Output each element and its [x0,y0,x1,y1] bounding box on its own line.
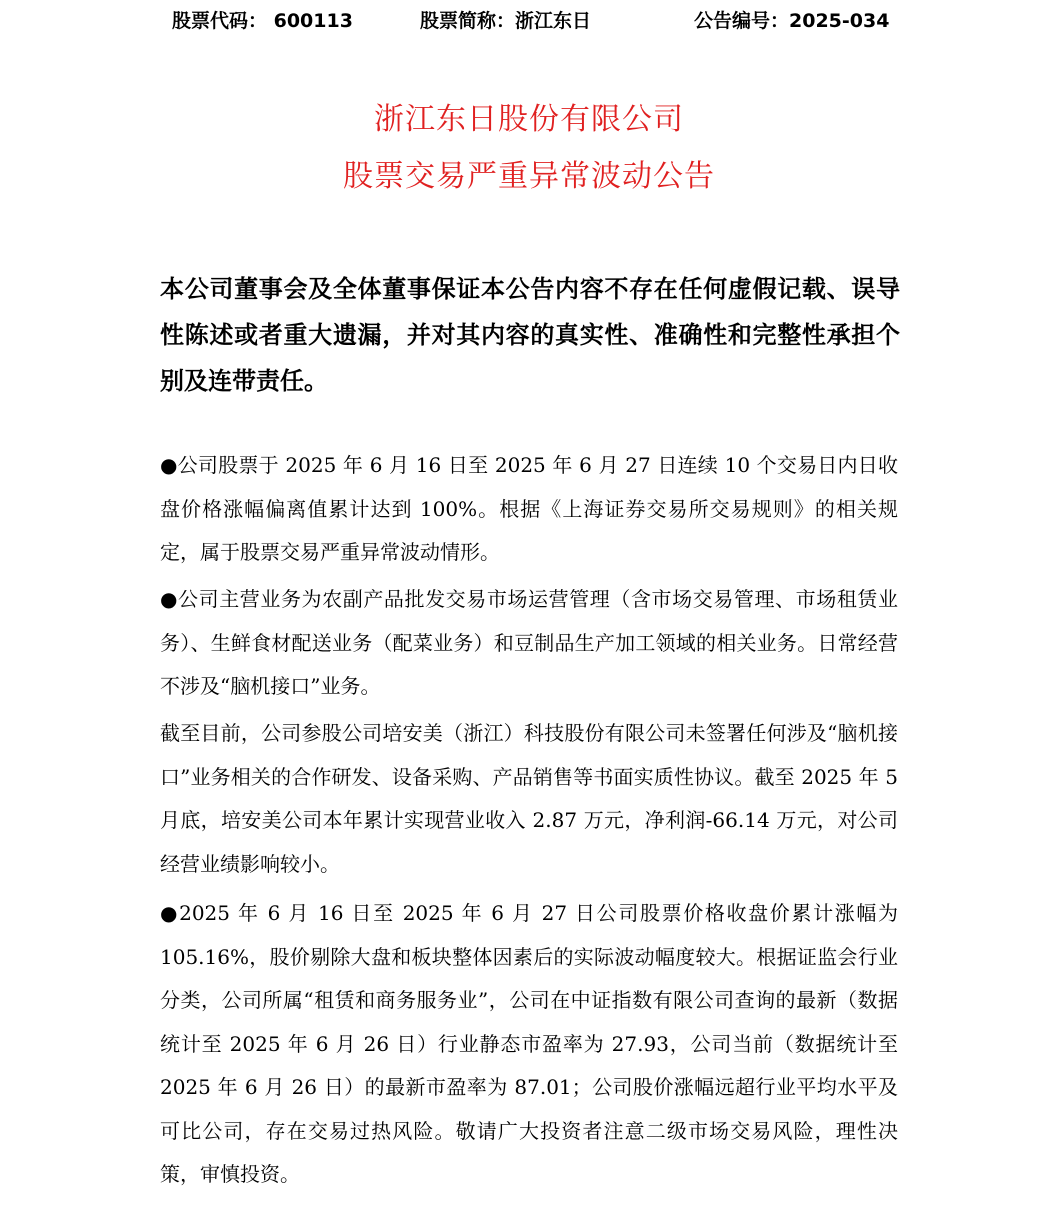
paragraph-risk-warning: ●2025 年 6 月 16 日至 2025 年 6 月 27 日公司股票价格收盘价累计涨幅为 105.16%，股价剔除大盘和板块整体因素后的实际波动幅度较大。根据证监会行业分类，公司所属“租赁和商务服务业”，公司在中证指数有限公司查询的最新（数据统计至 2025 年 6 月 26 日）行业静态市盈率为 27.93，公司当前（数据统计至 2025 年 6 月 26 日）的最新市盈率为 87.01；公司股价涨幅远超行业平均水平及可比公司，存在交易过热风险。敬请广大投资者注意二级市场交易风险，理性决策，审慎投资。 [160,901,898,1186]
board-statement: 本公司董事会及全体董事保证本公告内容不存在任何虚假记载、误导性陈述或者重大遗漏，并对其内容的真实性、准确性和完整性承担个别及连带责任。 [160,275,900,395]
paragraph-main-business: ●公司主营业务为农副产品批发交易市场运营管理（含市场交易管理、市场租赁业务）、生鲜食材配送业务（配菜业务）和豆制品生产加工领域的相关业务。日常经营不涉及“脑机接口”业务。 [160,587,898,698]
announcement-title: 股票交易严重异常波动公告 [343,159,715,194]
paragraph-affiliate: 截至目前，公司参股公司培安美（浙江）科技股份有限公司未签署任何涉及“脑机接口”业务相关的合作研发、设备采购、产品销售等书面实质性协议。截至 2025 年 5 月底，培安美公司本年累计实现营业收入 2.87 万元，净利润-66.14 万元，对公司经营业绩影响较小。 [160,721,898,876]
announcement-number: 公告编号：2025-034 [694,10,890,32]
company-title: 浙江东日股份有限公司 [374,102,684,137]
paragraph-abnormal-fluctuation: ●公司股票于 2025 年 6 月 16 日至 2025 年 6 月 27 日连续 10 个交易日内日收盘价格涨幅偏离值累计达到 100%。根据《上海证券交易所交易规则》的相关规定，属于股票交易严重异常波动情形。 [160,453,898,564]
document-header [0,6,1058,36]
stock-code: 股票代码： 600113 [172,10,353,32]
stock-short-name: 股票简称：浙江东日 [420,10,592,32]
